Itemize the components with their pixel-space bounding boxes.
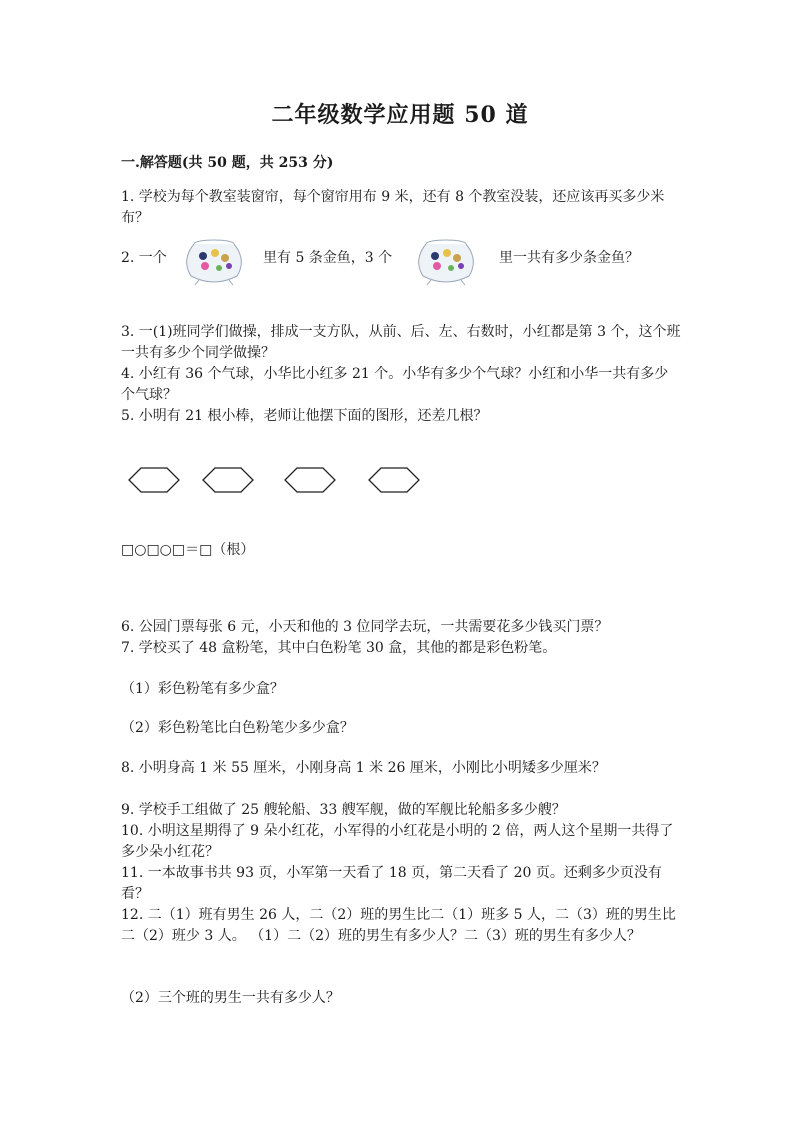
question-9: 9. 学校手工组做了 25 艘轮船、33 艘军舰，做的军舰比轮船多多少艘？	[121, 802, 566, 818]
question-1: 1. 学校为每个教室装窗帘，每个窗帘用布 9 米，还有 8 个教室没装，还应该再买多少米布？	[121, 189, 665, 226]
question-5-formula: □○□○□＝□（根）	[121, 542, 255, 558]
question-2-part-c: 里一共有多少条金鱼？	[499, 250, 639, 266]
question-4: 4. 小红有 36 个气球，小华比小红多 21 个。小华有多少个气球？小红和小华一共有多少个气球？	[121, 366, 669, 403]
fishbowl-icon	[179, 238, 249, 286]
hexagon-figures	[127, 465, 427, 497]
section-heading: 一.解答题(共 50 题，共 253 分)	[121, 155, 334, 171]
hexagon-figure	[127, 465, 181, 495]
fishbowl-icon	[411, 238, 481, 286]
question-10: 10. 小明这星期得了 9 朵小红花，小军得的小红花是小明的 2 倍，两人这个星期一共得了多少朵小红花？	[121, 823, 674, 860]
question-7-part-1: （1）彩色粉笔有多少盒？	[121, 681, 284, 697]
hexagon-figure	[201, 465, 255, 495]
question-7: 7. 学校买了 48 盒粉笔，其中白色粉笔 30 盒，其他的都是彩色粉笔。	[121, 640, 557, 656]
question-2-part-b: 里有 5 条金鱼，3 个	[263, 250, 393, 266]
question-12-part-2: （2）三个班的男生一共有多少人？	[121, 990, 340, 1006]
question-7-part-2: （2）彩色粉笔比白色粉笔少多少盒？	[121, 720, 354, 736]
question-12: 12. 二（1）班有男生 26 人，二（2）班的男生比二（1）班多 5 人，二（3）班的男生比二（2）班少 3 人。 （1）二（2）班的男生有多少人？二（3）班的男生有多少人？	[121, 907, 676, 944]
question-11: 11. 一本故事书共 93 页，小军第一天看了 18 页，第二天看了 20 页。还剩多少页没有看？	[121, 865, 662, 902]
question-6: 6. 公园门票每张 6 元，小天和他的 3 位同学去玩，一共需要花多少钱买门票？	[121, 619, 609, 635]
question-2-part-a: 2. 一个	[121, 250, 167, 266]
question-5: 5. 小明有 21 根小棒，老师让他摆下面的图形，还差几根？	[121, 408, 488, 424]
hexagon-figure	[367, 465, 421, 495]
question-8: 8. 小明身高 1 米 55 厘米，小刚身高 1 米 26 厘米，小刚比小明矮多少厘米？	[121, 760, 606, 776]
question-3: 3. 一(1)班同学们做操，排成一支方队，从前、后、左、右数时，小红都是第 3 个，这个班一共有多少个同学做操？	[121, 324, 681, 361]
page-title: 二年级数学应用题 50 道	[271, 102, 529, 128]
hexagon-figure	[283, 465, 337, 495]
question-2	[121, 238, 681, 278]
